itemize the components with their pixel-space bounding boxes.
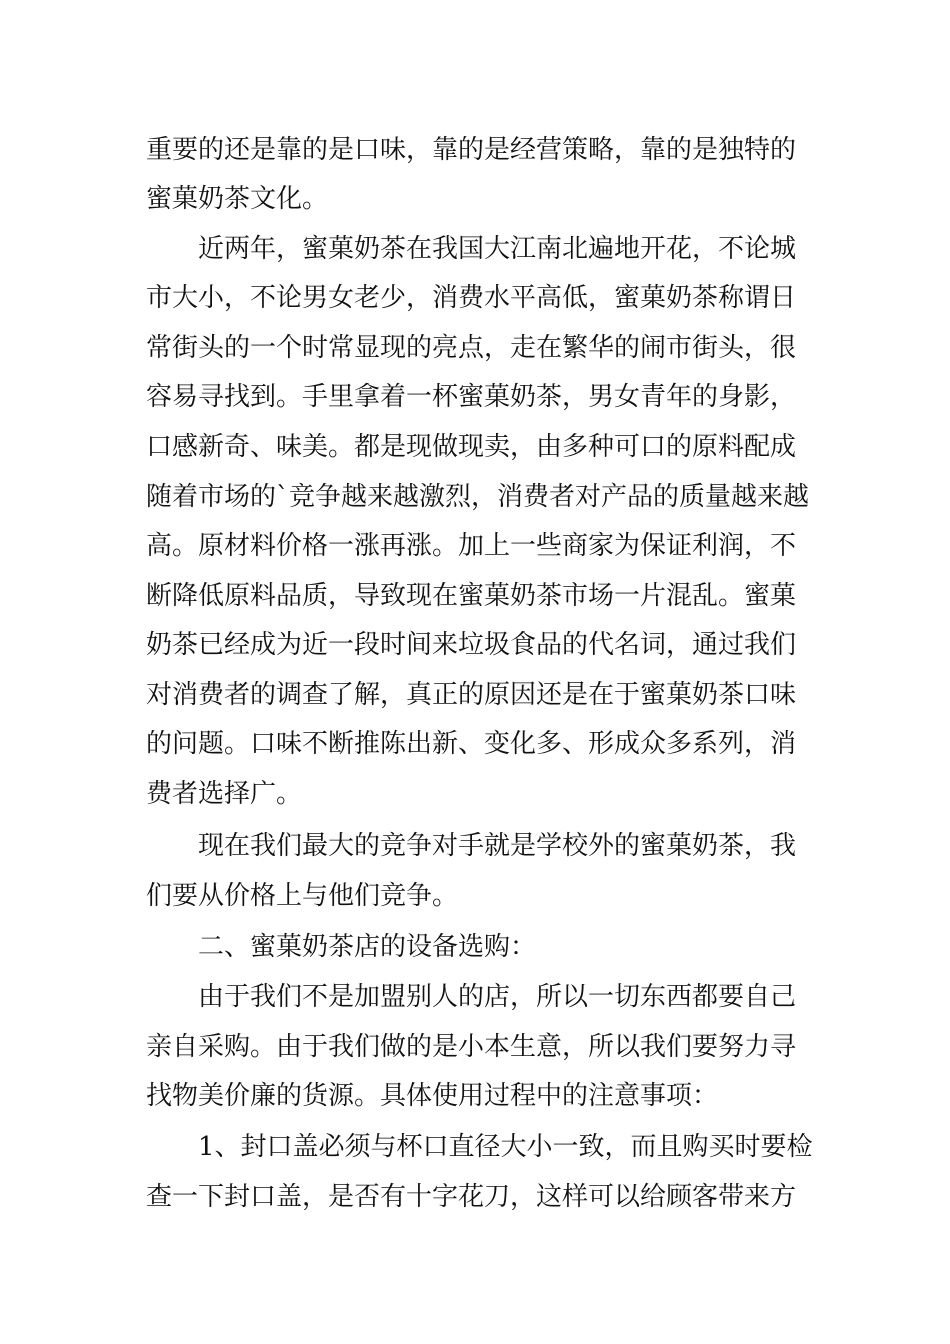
text-line: 重要的还是靠的是口味，靠的是经营策略，靠的是独特的: [146, 135, 797, 165]
text-line: 高。原材料价格一涨再涨。加上一些商家为保证利润，不: [146, 531, 797, 561]
paragraph-first-line: 近两年，蜜菓奶茶在我国大江南北遍地开花，不论城: [198, 234, 797, 264]
text-line: 费者选择广。: [146, 779, 303, 809]
text-line: 奶茶已经成为近一段时间来垃圾食品的代名词，通过我们: [146, 630, 797, 660]
text-line: 口感新奇、味美。都是现做现卖，由多种可口的原料配成: [146, 432, 797, 462]
paragraph-first-line: 由于我们不是加盟别人的店，所以一切东西都要自己: [198, 982, 797, 1012]
paragraph-first-line: 现在我们最大的竞争对手就是学校外的蜜菓奶茶，我: [198, 831, 797, 861]
list-item-first-line: 1、封口盖必须与杯口直径大小一致，而且购买时要检: [198, 1132, 813, 1162]
text-line: 市大小，不论男女老少，消费水平高低，蜜菓奶茶称谓日: [146, 283, 797, 313]
text-line: 容易寻找到。手里拿着一杯蜜菓奶茶，男女青年的身影，: [146, 382, 797, 412]
section-heading: 二、蜜菓奶茶店的设备选购：: [198, 932, 537, 962]
text-line: 蜜菓奶茶文化。: [146, 184, 329, 214]
text-line: 对消费者的调查了解，真正的原因还是在于蜜菓奶茶口味: [146, 680, 797, 710]
text-line: 的问题。口味不断推陈出新、变化多、形成众多系列，消: [146, 729, 797, 759]
text-line: 查一下封口盖，是否有十字花刀，这样可以给顾客带来方: [146, 1182, 797, 1212]
text-line: 常街头的一个时常显现的亮点，走在繁华的闹市街头，很: [146, 333, 797, 363]
text-line: 断降低原料品质，导致现在蜜菓奶茶市场一片混乱。蜜菓: [146, 581, 797, 611]
text-line: 随着市场的`竞争越来越激烈，消费者对产品的质量越来越: [146, 482, 810, 512]
text-line: 找物美价廉的货源。具体使用过程中的注意事项：: [146, 1081, 719, 1111]
text-line: 亲自采购。由于我们做的是小本生意，所以我们要努力寻: [146, 1032, 797, 1062]
text-line: 们要从价格上与他们竞争。: [146, 881, 459, 911]
